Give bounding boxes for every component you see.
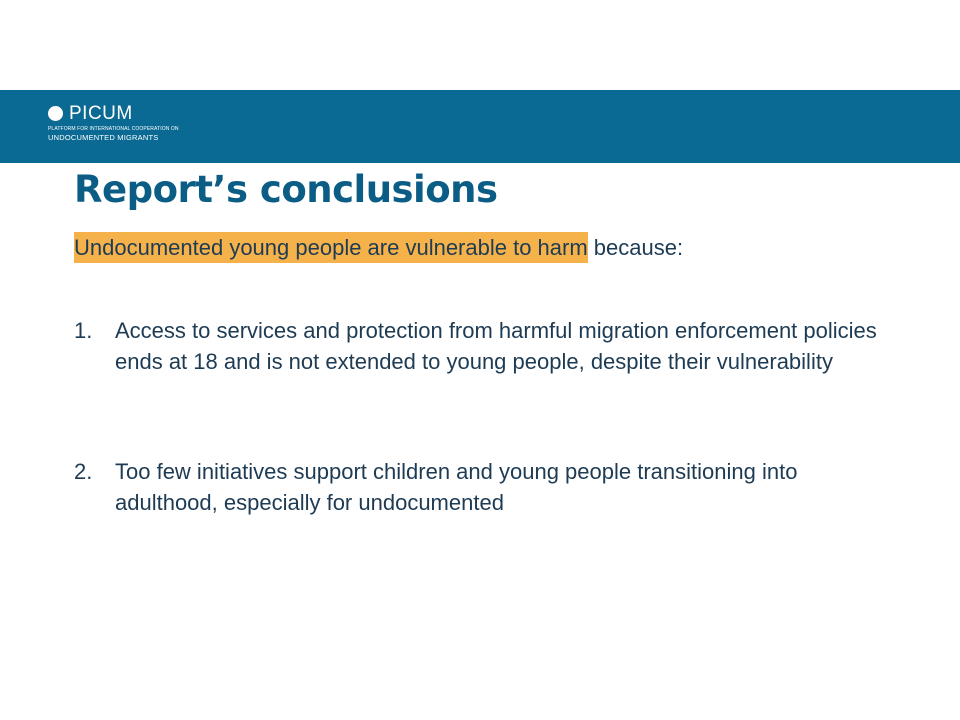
list-item-number: 2. bbox=[74, 459, 93, 484]
intro-sentence bbox=[74, 235, 683, 261]
intro-rest: because: bbox=[587, 235, 684, 260]
logo-subtitle-line2: UNDOCUMENTED MIGRANTS bbox=[48, 133, 159, 142]
list-item bbox=[74, 456, 904, 518]
list-item-text: Too few initiatives support children and young people transitioning into adulthood, especially for undocumented bbox=[115, 459, 798, 515]
logo-dot-icon bbox=[48, 106, 63, 121]
intro-highlight: Undocumented young people are vulnerable to harm bbox=[74, 232, 588, 263]
list-item-text: Access to services and protection from harmful migration enforcement policies ends at 18 and is not extended to young people, despite their vulnerability bbox=[115, 318, 877, 374]
logo-name: PICUM bbox=[69, 103, 133, 124]
picum-logo bbox=[48, 104, 179, 142]
header-banner bbox=[0, 90, 960, 163]
list-item bbox=[74, 315, 904, 377]
slide-title: Report’s conclusions bbox=[74, 168, 498, 211]
list-item-number: 1. bbox=[74, 318, 93, 343]
logo-subtitle-line1: PLATFORM FOR INTERNATIONAL COOPERATION ON bbox=[48, 126, 179, 132]
